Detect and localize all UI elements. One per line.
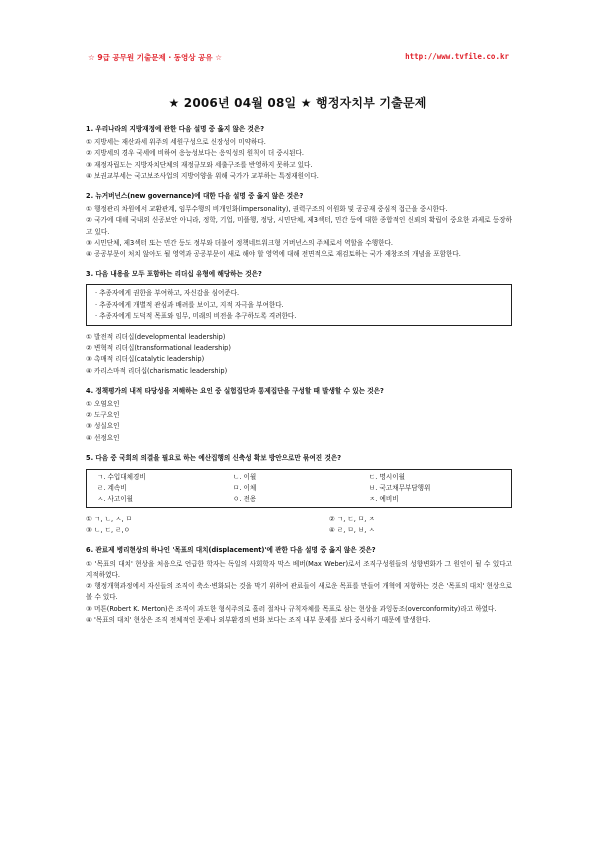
question-title: 4. 정책평가의 내적 타당성을 저해하는 요인 중 실험집단과 통제집단을 구성할 때 발생할 수 있는 것은? [86,386,384,395]
question-6 [86,545,512,625]
grid-item: ㄷ. 명시이월 [368,473,405,482]
grid-item: ㄴ. 이월 [232,473,257,482]
option-3: ③ 촉매적 리더십(catalytic leadership) [86,355,205,364]
condition-line: · 추종자에게 권한을 부여하고, 자신감을 심어준다. [95,289,240,298]
option-2: ② 변혁적 리더십(transformational leadership) [86,344,231,353]
question-title: 6. 관료제 병리현상의 하나인 '목표의 대치(displacement)'에 관한 다음 설명 중 옳지 않은 것은? [86,546,376,555]
condition-line: · 추종자에게 도덕적 목표와 임무, 미래의 비전을 추구하도록 격려한다. [95,311,297,320]
option-2: ② 지방세의 경우 국세에 비하여 응능성보다는 응익성의 원칙이 더 중시된다. [86,149,304,158]
question-1 [86,124,512,182]
grid-item: ㄹ. 계속비 [97,484,127,493]
grid-item: ㄱ. 수입대체경비 [97,473,146,482]
page-title: ★ 2006년 04월 08일 ★ 행정자치부 기출문제 [168,96,427,110]
option-4: ④ 선정요인 [86,433,120,442]
page-header [88,52,509,64]
option-4: ④ 카리스마적 리더십(charismatic leadership) [86,366,228,375]
condition-line: · 추종자에게 개별적 관심과 배려를 보이고, 지적 자극을 부여한다. [95,300,284,309]
option-4: ④ '목표의 대치' 현상은 조직 전체적인 문제나 외부환경의 변화 보다는 조직 내부 문제를 보다 중시하기 때문에 발생한다. [86,615,431,624]
option-1: ① 지방세는 재산과세 위주의 세원구성으로 신장성이 미약하다. [86,138,266,147]
question-title: 1. 우리나라의 지방재정에 관한 다음 설명 중 옳지 않은 것은? [86,125,265,133]
option-1: ① 발전적 리더십(developmental leadership) [86,333,226,342]
question-title: 2. 뉴거버넌스(new governance)에 대한 다음 설명 중 옳지 않은 것은? [86,192,304,201]
option-2: ② 국가에 대해 국내외 신공보안 아니라, 정학, 기업, 미플행, 정당, 시민단체, 제3섹터, 민간 등에 대한 종합적인 신뢰의 확립이 중요한 과제로 등장하고 있다. [86,216,512,236]
choice-grid [86,469,512,508]
question-title: 5. 다음 중 국회의 의결을 필요로 하는 예산집행의 신축성 확보 방안으로만 묶여진 것은? [86,453,342,462]
option-1: ① 행정관리 차원에서 교환관계, 임무수행의 비개인화(impersonality), 권력구조의 이원화 및 공공재 중심적 접근을 중시한다. [86,205,448,214]
grid-item: ㅂ. 국고채무부담행위 [368,484,431,493]
option-3: ③ 재정자립도는 지방자치단체의 재정규모와 세출구조를 반영하지 못하고 있다. [86,160,313,169]
header-url[interactable]: http://www.tvfile.co.kr [405,52,509,61]
header-site-label: ☆ 9급 공무원 기출문제 · 동영상 공유 ☆ [88,53,222,62]
options-two-column [86,514,512,536]
option-4: ④ 보권교부세는 국고보조사업의 지방이양을 위해 국가가 교부하는 특정재원이다. [86,171,319,180]
question-title: 3. 다음 내용을 모두 포함하는 리더십 유형에 해당하는 것은? [86,270,262,279]
option-2: ② 도구요인 [86,411,120,420]
question-4 [86,386,512,444]
option-2: ② 행정개혁과정에서 자신들의 조직이 축소·변화되는 것을 막기 위하여 관료들이 새로운 목표를 만들어 개혁에 저항하는 것은 '목표의 대치' 현상으로 볼 수 있다. [86,582,512,602]
option-4: ④ ㄹ, ㅁ, ㅂ, ㅅ [328,526,375,535]
option-3: ③ 머튼(Robert K. Merton)은 조직이 과도한 형식주의로 흘러 절차나 규칙자체를 목표로 삼는 현상을 과잉동조(overconformity)라고 하였다. [86,604,497,613]
condition-box [86,284,512,326]
option-1: ① 오염요인 [86,400,120,409]
grid-item: ㅇ. 전용 [232,495,257,504]
option-4: ④ 공공부문이 처치 않아도 될 영역과 공공부문이 새로 해야 할 영역에 대해 전면적으로 재검토하는 국가 재창조의 개념을 포함한다. [86,250,461,259]
question-2 [86,191,512,260]
grid-item: ㅈ. 예비비 [368,495,399,504]
question-5 [86,453,512,537]
grid-item: ㅅ. 사고이월 [97,495,134,504]
option-1: ① ㄱ, ㄴ, ㅅ, ㅁ [86,515,133,524]
option-3: ③ 성실요인 [86,422,120,431]
question-3 [86,269,512,377]
option-3: ③ 시민단체, 제3섹터 또는 민간 등도 정부와 더불어 정책네트워크형 거버넌스의 주체로서 역할을 수행한다. [86,238,393,247]
option-1: ① '목표의 대치' 현상을 처음으로 언급한 학자는 독일의 사회학자 막스 베버(Max Weber)로서 조직구성원들의 성향변화가 그 원인이 될 수 있다고 지적하였다. [86,559,512,579]
exam-content [86,124,512,635]
option-3: ③ ㄴ, ㄷ, ㄹ,ㅇ [86,526,130,535]
option-2: ② ㄱ, ㄷ, ㅁ, ㅈ [328,515,375,524]
grid-item: ㅁ. 이체 [232,484,257,493]
